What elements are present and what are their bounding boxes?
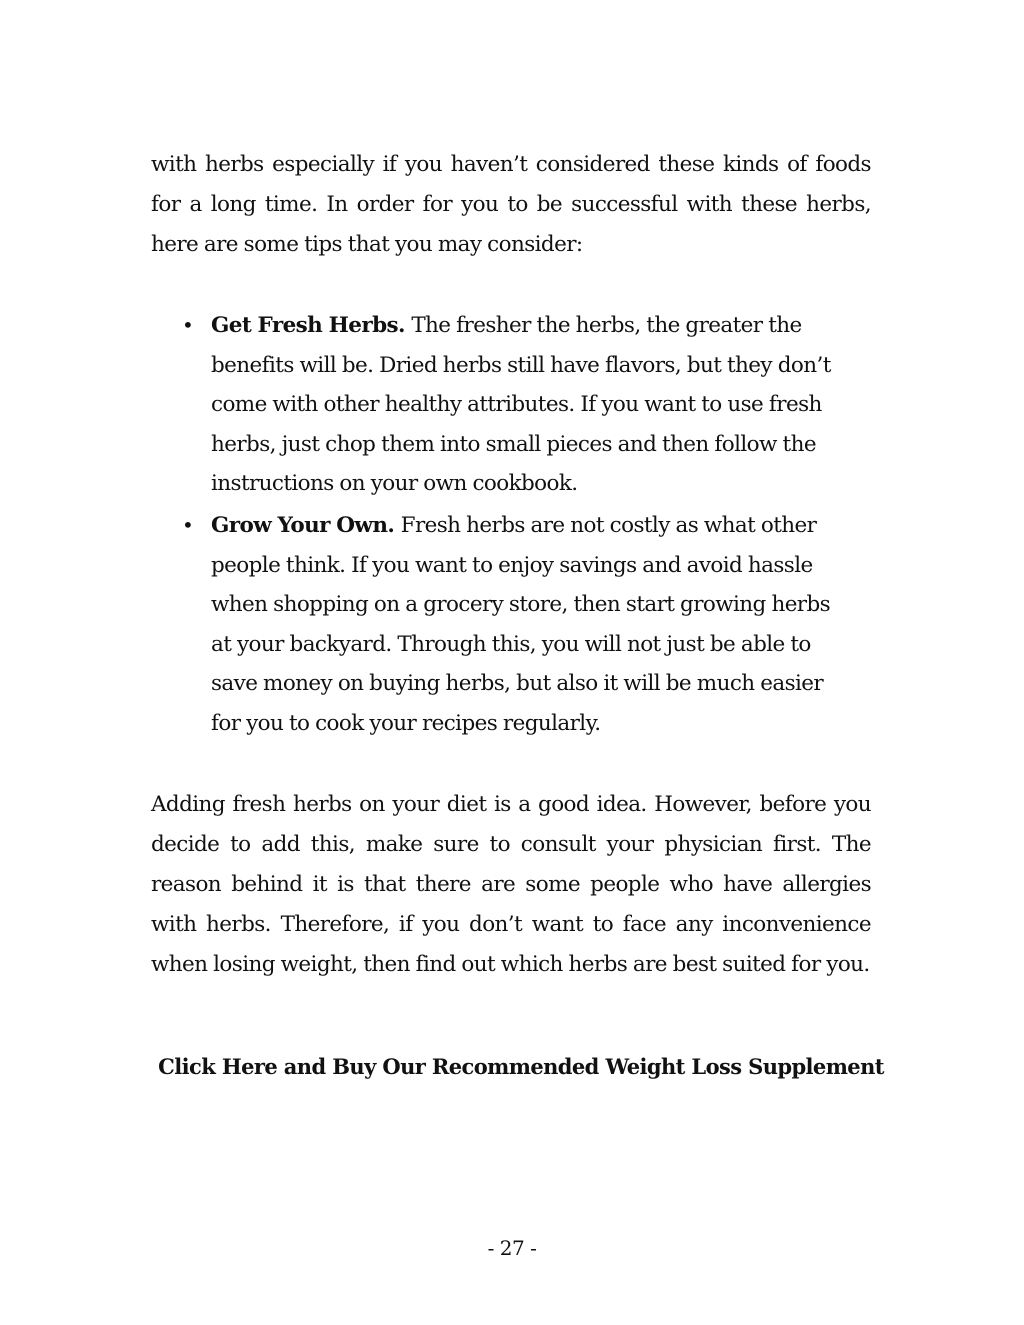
tip-title: Grow Your Own.	[211, 512, 401, 538]
page-number: - 27 -	[487, 1236, 537, 1260]
buy-supplement-link[interactable]: Click Here and Buy Our Recommended Weight Loss Supplement	[158, 1054, 884, 1079]
closing-paragraph: Adding fresh herbs on your diet is a good idea. However, before you decide to add this, make sure to consult your physician first. The reason behind it is that there are some people who have allergies with herbs. Therefore, if you don’t want to face any inconvenience when losing weight, then find out which herbs are best suited for you.	[151, 792, 871, 977]
bullet-icon: •	[182, 512, 194, 537]
tip-text: The fresher the herbs, the greater the benefits will be. Dried herbs still have flavors, but they don’t come with other healthy attributes. If you want to use fresh herbs, just chop them into small pieces and then follow the instructions on your own cookbook.	[211, 313, 831, 497]
tip-fresh-herbs	[151, 306, 851, 504]
intro-paragraph: with herbs especially if you haven’t considered these kinds of foods for a long time. In order for you to be successful with these herbs, here are some tips that you may consider:	[151, 152, 871, 257]
tip-grow-your-own	[151, 506, 851, 744]
tip-title: Get Fresh Herbs.	[211, 313, 412, 338]
tips-list	[151, 306, 851, 746]
bullet-icon: •	[182, 313, 194, 337]
tip-text: Fresh herbs are not costly as what other people think. If you want to enjoy savings and avoid hassle when shopping on a grocery store, then start growing herbs at your backyard. Through this, you will not just be able to save money on buying herbs, but also it will be much easier for you to cook your recipes regularly.	[211, 512, 831, 736]
